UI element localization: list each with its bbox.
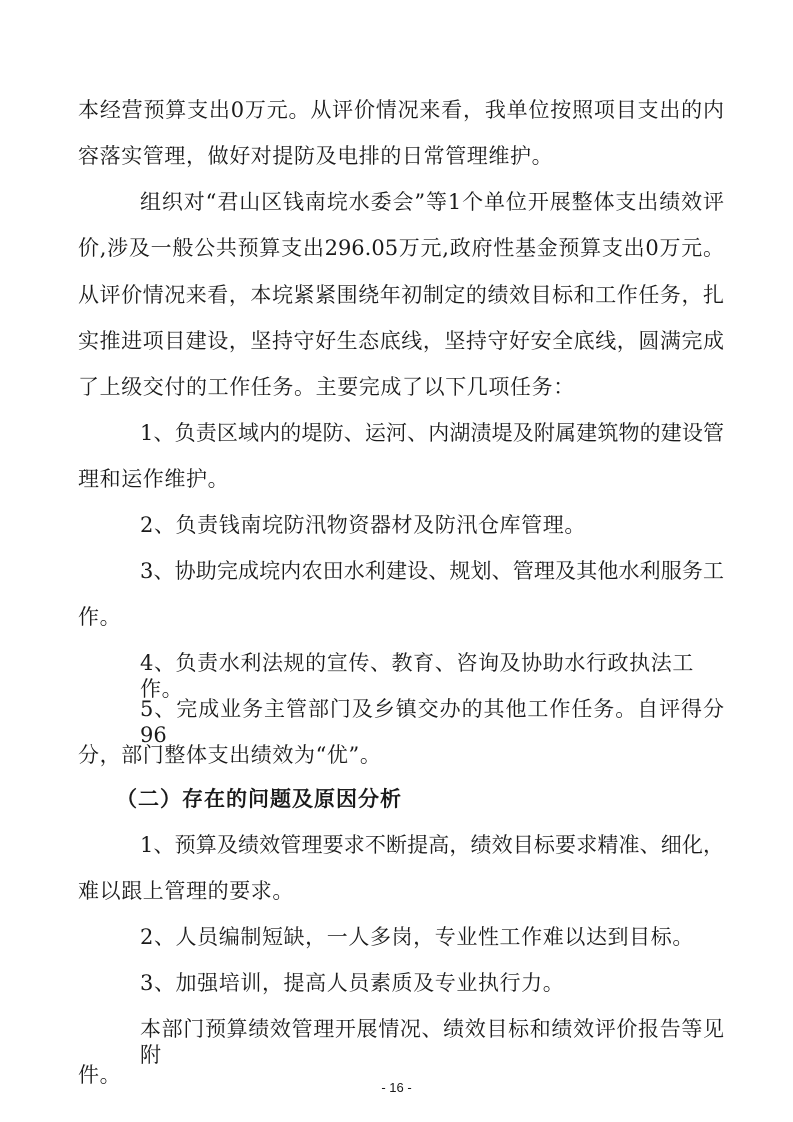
text-line: 件。 — [78, 1063, 122, 1087]
text-line: 从评价情况来看，本垸紧紧围绕年初制定的绩效目标和工作任务，扎 — [78, 283, 724, 307]
text-line: 3、协助完成垸内农田水利建设、规划、管理及其他水利服务工 — [140, 559, 724, 583]
text-line: 本经营预算支出0万元。从评价情况来看，我单位按照项目支出的内 — [78, 98, 724, 122]
text-line: 实推进项目建设，坚持守好生态底线，坚持守好安全底线，圆满完成 — [78, 329, 724, 353]
text-line: 了上级交付的工作任务。主要完成了以下几项任务： — [78, 375, 575, 399]
text-line: 价,涉及一般公共预算支出296.05万元,政府性基金预算支出0万元。 — [78, 236, 724, 260]
text-line: 难以跟上管理的要求。 — [78, 879, 294, 903]
text-line: 2、负责钱南垸防汛物资器材及防汛仓库管理。 — [140, 513, 586, 537]
text-line: 作。 — [78, 605, 122, 629]
text-line: 5、完成业务主管部门及乡镇交办的其他工作任务。自评得分96 — [140, 697, 724, 747]
text-line: 1、负责区域内的堤防、运河、内湖渍堤及附属建筑物的建设管 — [140, 421, 724, 445]
text-line: 4、负责水利法规的宣传、教育、咨询及协助水行政执法工作。 — [140, 651, 694, 701]
text-line: 3、加强培训，提高人员素质及专业执行力。 — [140, 971, 565, 995]
text-line: 2、人员编制短缺，一人多岗，专业性工作难以达到目标。 — [140, 925, 694, 949]
section-heading: （二）存在的问题及原因分析 — [116, 787, 402, 811]
text-line: 理和运作维护。 — [78, 467, 230, 491]
text-line: 容落实管理，做好对提防及电排的日常管理维护。 — [78, 144, 554, 168]
text-line: 分，部门整体支出绩效为“优”。 — [78, 743, 382, 767]
page-number: - 16 - — [381, 1080, 412, 1095]
text-line: 本部门预算绩效管理开展情况、绩效目标和绩效评价报告等见附 — [140, 1017, 724, 1067]
text-line: 1、预算及绩效管理要求不断提高，绩效目标要求精准、细化， — [140, 833, 724, 857]
text-line: 组织对“君山区钱南垸水委会”等1个单位开展整体支出绩效评 — [140, 190, 724, 214]
